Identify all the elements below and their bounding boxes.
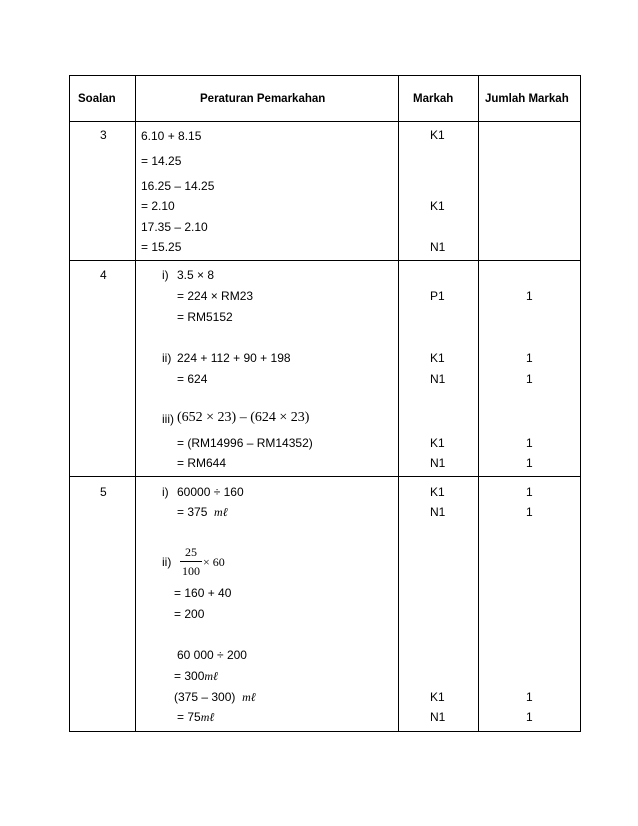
- q4-i-mark: P1: [430, 289, 445, 303]
- q5-i-label: i): [162, 485, 169, 499]
- row-divider-3: [69, 260, 581, 261]
- q5-i-total: 1: [526, 485, 533, 499]
- q5-fraction-denominator: 100: [182, 564, 200, 578]
- unit-ml: mℓ: [204, 669, 219, 683]
- q5-number: 5: [100, 485, 107, 499]
- q5-ii-line: [174, 690, 256, 704]
- col-divider-1: [135, 75, 136, 732]
- header-peraturan: Peraturan Pemarkahan: [200, 93, 326, 105]
- q5-fraction-multiplier: × 60: [203, 555, 225, 569]
- q3-mark: K1: [430, 199, 445, 213]
- header-jumlah: Jumlah Markah: [485, 93, 569, 105]
- col-divider-3: [478, 75, 479, 732]
- q4-ii-total: 1: [526, 351, 533, 365]
- header-markah: Markah: [413, 93, 454, 105]
- header-soalan: Soalan: [78, 93, 116, 105]
- q3-line: 17.35 – 2.10: [141, 220, 208, 234]
- q4-iii-mark: K1: [430, 436, 445, 450]
- q5-ii-total: 1: [526, 710, 533, 724]
- q4-iii-formula: (652 × 23) – (624 × 23): [177, 410, 310, 425]
- row-divider-4: [69, 476, 581, 477]
- q3-number: 3: [100, 128, 107, 142]
- unit-ml: mℓ: [214, 505, 228, 519]
- q3-mark: K1: [430, 128, 445, 142]
- q3-line: 16.25 – 14.25: [141, 179, 215, 193]
- q4-iii-label: iii): [162, 412, 174, 426]
- q4-iii-total: 1: [526, 456, 533, 470]
- q5-fraction-numerator: 25: [185, 545, 197, 559]
- q4-i-line: = RM5152: [177, 310, 233, 324]
- q5-ii-subtraction: (375 – 300): [174, 690, 236, 704]
- q3-line: 6.10 + 8.15: [141, 129, 202, 143]
- q5-ii-result: = 75: [177, 710, 201, 724]
- header-divider: [69, 121, 581, 122]
- q4-i-label: i): [162, 268, 169, 282]
- col-border-right: [580, 75, 581, 732]
- q4-i-line: = 224 × RM23: [177, 289, 254, 303]
- q4-iii-total: 1: [526, 436, 533, 450]
- q5-ii-line: [174, 669, 218, 683]
- q4-ii-line: 224 + 112 + 90 + 198: [177, 351, 291, 365]
- q4-i-total: 1: [526, 289, 533, 303]
- q3-line: = 15.25: [141, 240, 182, 254]
- unit-ml: mℓ: [200, 710, 215, 724]
- q5-i-mark: N1: [430, 505, 446, 519]
- unit-ml: mℓ: [242, 690, 256, 704]
- q5-ii-mark: N1: [430, 710, 446, 724]
- q5-ii-line: 60 000 ÷ 200: [177, 648, 247, 662]
- q5-i-line: 60000 ÷ 160: [177, 485, 244, 499]
- q5-fraction-bar: [180, 561, 202, 562]
- q4-number: 4: [100, 268, 107, 282]
- q4-ii-mark: K1: [430, 351, 445, 365]
- q5-ii-line: = 160 + 40: [174, 586, 232, 600]
- q3-line: = 2.10: [141, 199, 175, 213]
- q5-ii-line: [177, 710, 214, 724]
- q4-ii-label: ii): [162, 351, 172, 365]
- q5-ii-total: 1: [526, 690, 533, 704]
- q4-iii-line: = (RM14996 – RM14352): [177, 436, 313, 450]
- q5-ii-mark: K1: [430, 690, 445, 704]
- q5-i-total: 1: [526, 505, 533, 519]
- q5-ii-value: = 300: [174, 669, 205, 683]
- col-divider-2: [398, 75, 399, 732]
- col-border-left: [69, 75, 70, 732]
- q5-i-value: = 375: [177, 505, 208, 519]
- q5-i-mark: K1: [430, 485, 445, 499]
- q3-line: = 14.25: [141, 154, 182, 168]
- q4-iii-mark: N1: [430, 456, 446, 470]
- q5-ii-line: = 200: [174, 607, 205, 621]
- q4-ii-mark: N1: [430, 372, 446, 386]
- q4-i-line: 3.5 × 8: [177, 268, 215, 282]
- table-border-bottom: [69, 731, 581, 732]
- q3-mark: N1: [430, 240, 446, 254]
- q4-iii-line: = RM644: [177, 456, 227, 470]
- q5-i-line: [177, 505, 228, 519]
- q4-ii-total: 1: [526, 372, 533, 386]
- q5-ii-label: ii): [162, 555, 172, 569]
- q4-ii-line: = 624: [177, 372, 208, 386]
- table-border-top: [69, 75, 581, 76]
